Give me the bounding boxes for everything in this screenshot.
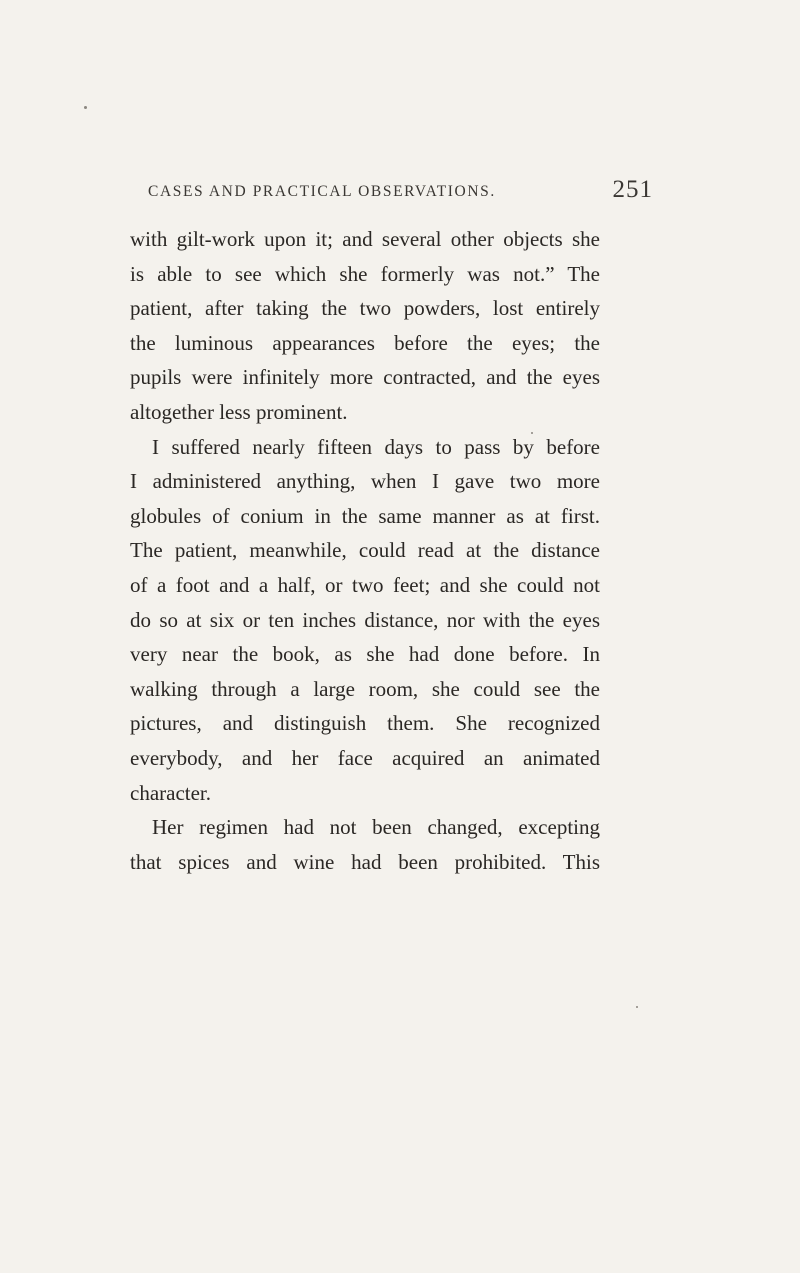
text-line: with gilt-work upon it; and several other objects she — [130, 227, 600, 251]
text-line: I administered anything, when I gave two more — [130, 469, 600, 494]
page-number: 251 — [612, 176, 653, 203]
paragraph — [130, 222, 600, 430]
text-line: The patient, meanwhile, could read at the distance — [130, 538, 600, 563]
paragraph — [130, 430, 600, 811]
text-line: that spices and wine had been prohibited. This — [130, 849, 600, 874]
text-line: patient, after taking the two powders, lost entirely — [130, 296, 600, 321]
text-line: altogether less prominent. — [130, 399, 348, 424]
paper-speck — [636, 1006, 638, 1008]
text-line: Her regimen had not been changed, excepting — [152, 815, 600, 840]
paper-speck — [84, 106, 87, 109]
text-line: the luminous appearances before the eyes; the — [130, 330, 600, 355]
text-line: very near the book, as she had done before. In — [130, 642, 600, 667]
text-line: pupils were infinitely more contracted, and the eyes — [130, 365, 600, 390]
text-line: I suffered nearly fifteen days to pass by before — [152, 434, 600, 459]
text-line: pictures, and distinguish them. She recognized — [130, 711, 600, 736]
body-text — [130, 222, 600, 879]
running-title: CASES AND PRACTICAL OBSERVATIONS. — [148, 183, 496, 200]
text-line: globules of conium in the same manner as at first. — [130, 503, 600, 528]
text-line: everybody, and her face acquired an animated — [130, 745, 600, 770]
text-line: character. — [130, 780, 212, 805]
text-line: walking through a large room, she could see the — [130, 676, 600, 701]
text-line: is able to see which she formerly was not.” The — [130, 261, 600, 286]
paragraph — [130, 810, 600, 879]
running-head — [148, 176, 653, 203]
text-line: do so at six or ten inches distance, nor with the eyes — [130, 607, 600, 632]
text-line: of a foot and a half, or two feet; and she could not — [130, 572, 600, 597]
